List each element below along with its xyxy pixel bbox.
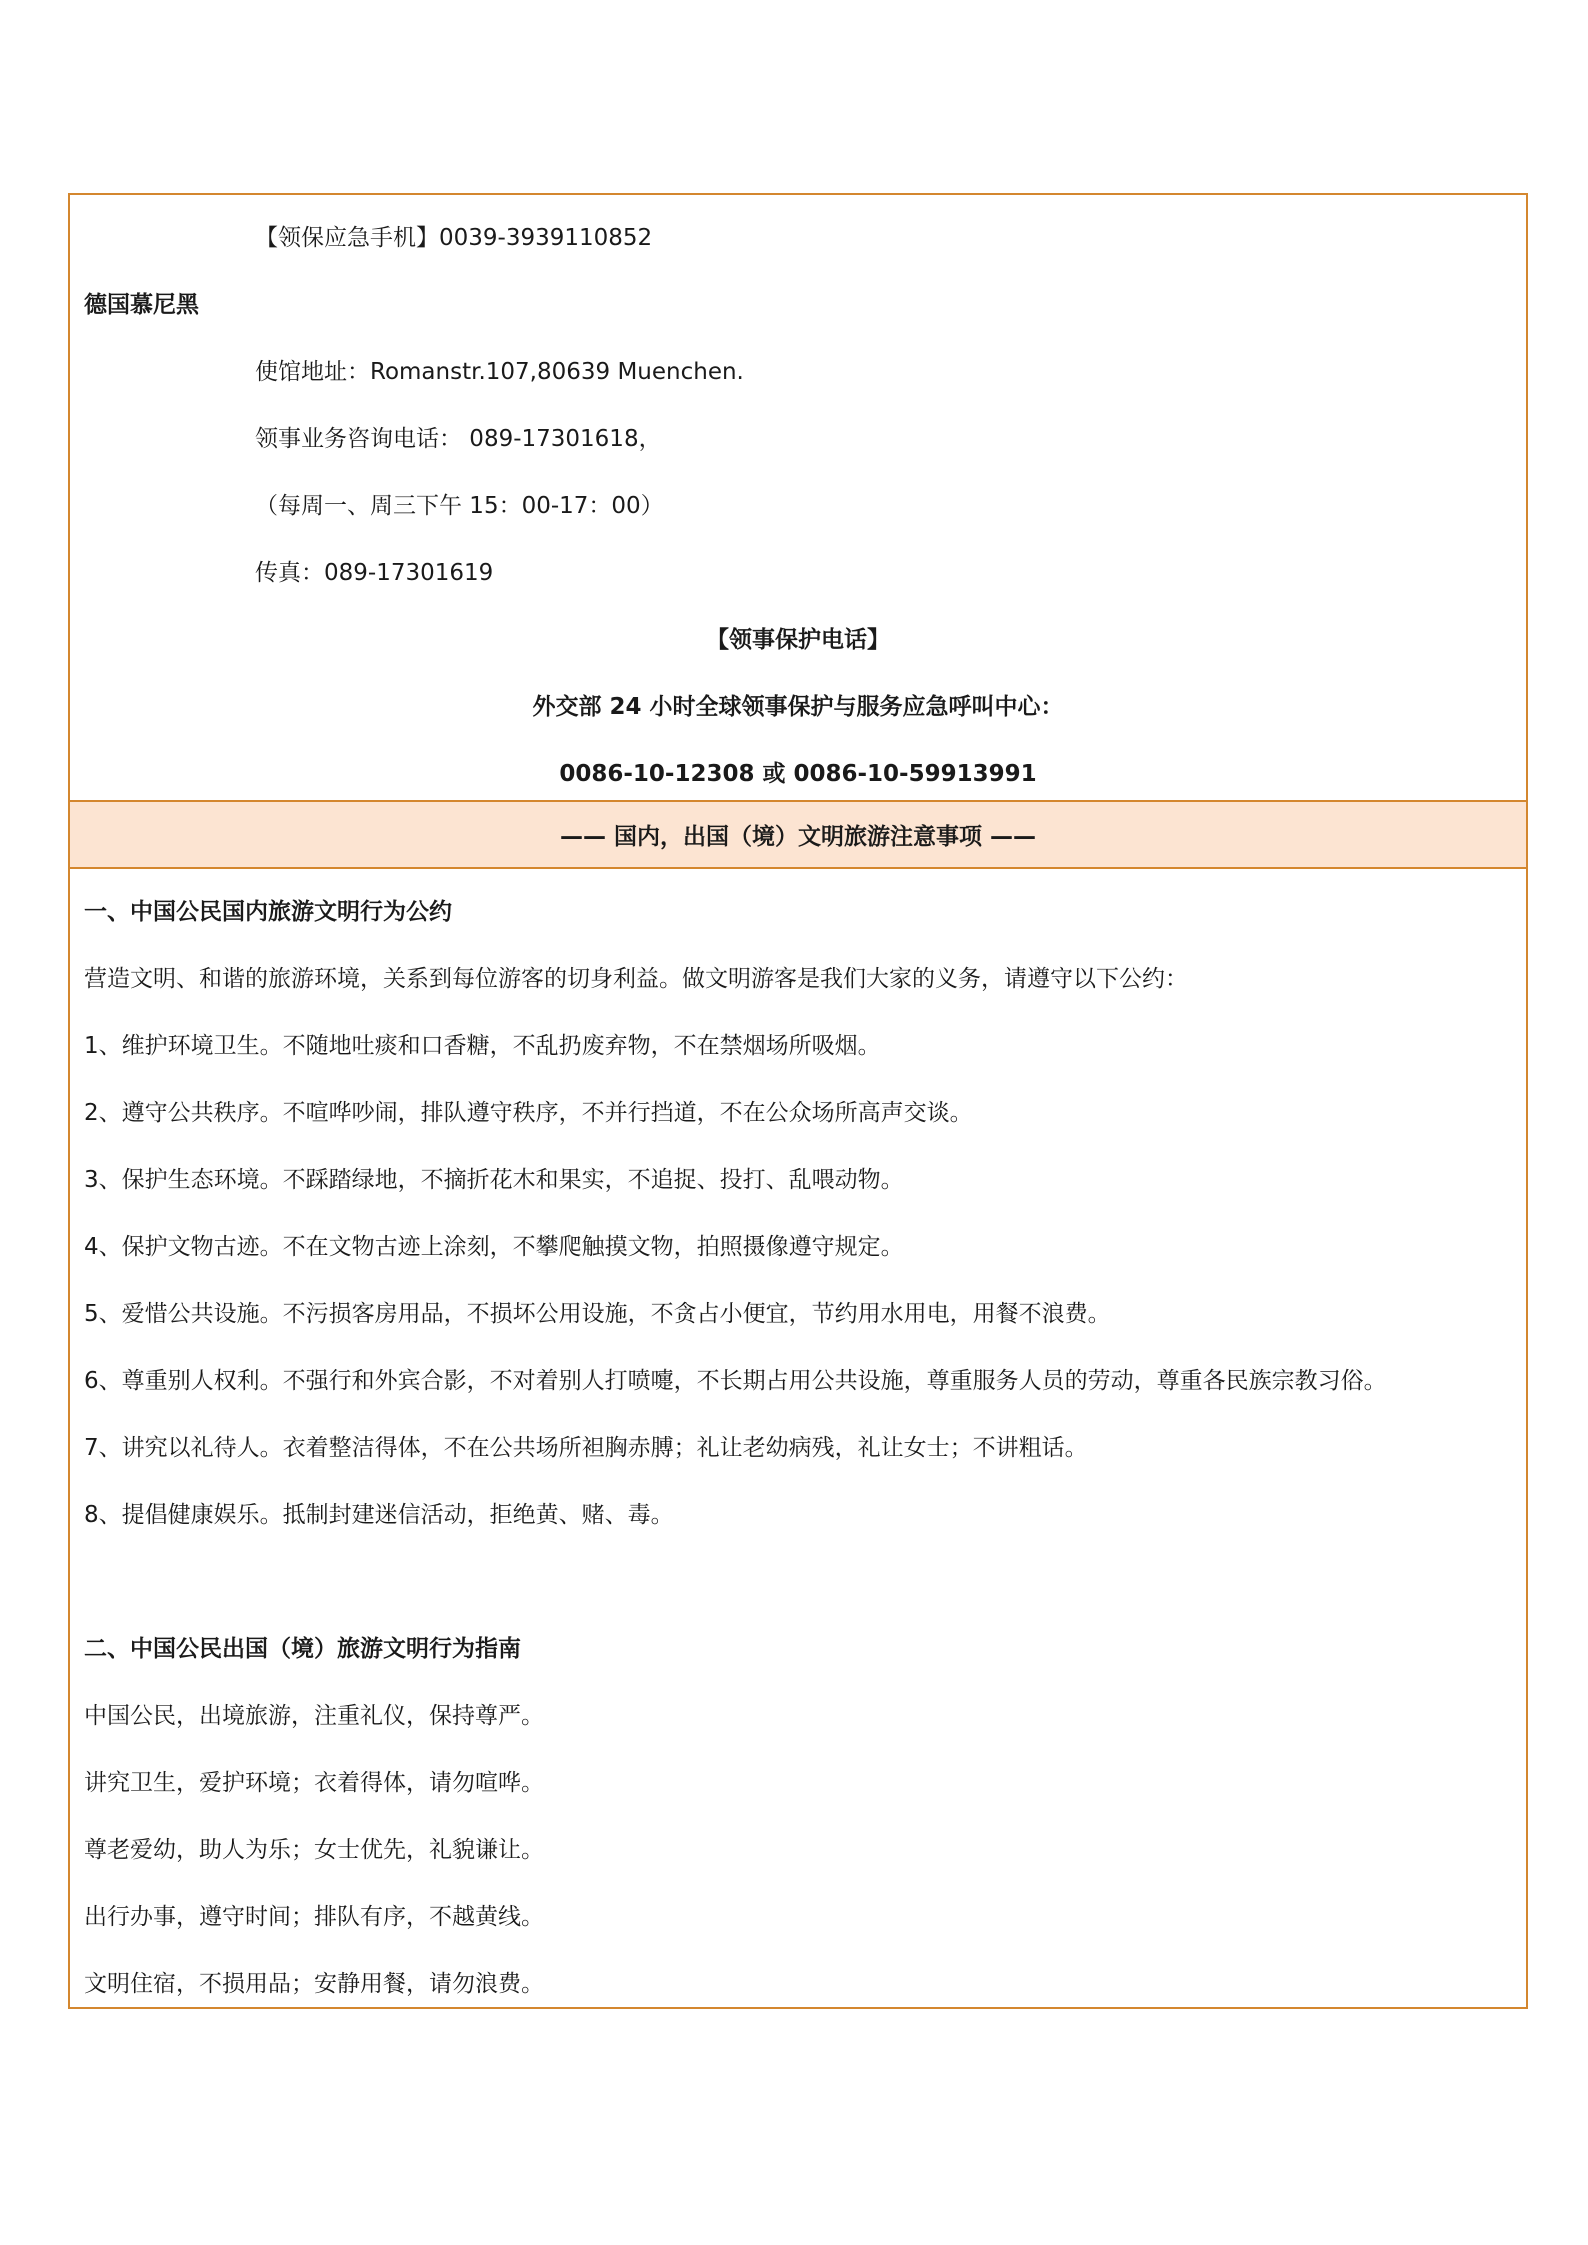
abroad-item: 中国公民，出境旅游，注重礼仪，保持尊严。 — [84, 1703, 544, 1729]
section-header — [68, 800, 1528, 869]
emergency-phone: 【领保应急手机】0039-3939110852 — [255, 225, 653, 251]
domestic-item: 3、保护生态环境。不踩踏绿地，不摘折花木和果实，不追捉、投打、乱喂动物。 — [84, 1167, 904, 1193]
abroad-item: 文明住宿，不损用品；安静用餐，请勿浪费。 — [84, 1971, 544, 1997]
protection-title: 【领事保护电话】 — [706, 627, 890, 653]
domestic-item: 6、尊重别人权利。不强行和外宾合影，不对着别人打喷嚏，不长期占用公共设施，尊重服务人员的劳动，尊重各民族宗教习俗。 — [84, 1368, 1387, 1394]
fax-number: 传真：089-17301619 — [255, 560, 494, 586]
domestic-item: 5、爱惜公共设施。不污损客房用品，不损坏公用设施，不贪占小便宜，节约用水用电，用餐不浪费。 — [84, 1301, 1111, 1327]
section-header-text: —— 国内，出国（境）文明旅游注意事项 —— — [559, 824, 1036, 850]
hotline-numbers: 0086-10-12308 或 0086-10-59913991 — [559, 761, 1037, 787]
city-title: 德国慕尼黑 — [84, 292, 199, 318]
domestic-intro: 营造文明、和谐的旅游环境，关系到每位游客的切身利益。做文明游客是我们大家的义务，请遵守以下公约： — [84, 966, 1188, 992]
abroad-item: 尊老爱幼，助人为乐；女士优先，礼貌谦让。 — [84, 1837, 544, 1863]
domestic-item: 2、遵守公共秩序。不喧哗吵闹，排队遵守秩序，不并行挡道，不在公众场所高声交谈。 — [84, 1100, 973, 1126]
civilized-travel-box — [68, 869, 1528, 2009]
document-page — [68, 193, 1528, 2009]
consulate-address: 使馆地址：Romanstr.107,80639 Muenchen. — [255, 359, 744, 385]
abroad-item: 讲究卫生，爱护环境；衣着得体，请勿喧哗。 — [84, 1770, 544, 1796]
domestic-title: 一、中国公民国内旅游文明行为公约 — [84, 899, 452, 925]
office-hours: （每周一、周三下午 15：00-17：00） — [255, 493, 664, 519]
hotline-title: 外交部 24 小时全球领事保护与服务应急呼叫中心： — [532, 694, 1064, 720]
domestic-item: 4、保护文物古迹。不在文物古迹上涂刻，不攀爬触摸文物，拍照摄像遵守规定。 — [84, 1234, 904, 1260]
consulate-info-box — [68, 193, 1528, 800]
consult-phone: 领事业务咨询电话： 089-17301618， — [255, 426, 662, 452]
domestic-item: 1、维护环境卫生。不随地吐痰和口香糖，不乱扔废弃物，不在禁烟场所吸烟。 — [84, 1033, 881, 1059]
domestic-item: 8、提倡健康娱乐。抵制封建迷信活动，拒绝黄、赌、毒。 — [84, 1502, 674, 1528]
domestic-item: 7、讲究以礼待人。衣着整洁得体，不在公共场所袒胸赤膊；礼让老幼病残，礼让女士；不讲粗话。 — [84, 1435, 1088, 1461]
abroad-title: 二、中国公民出国（境）旅游文明行为指南 — [84, 1636, 521, 1662]
abroad-item: 出行办事，遵守时间；排队有序，不越黄线。 — [84, 1904, 544, 1930]
